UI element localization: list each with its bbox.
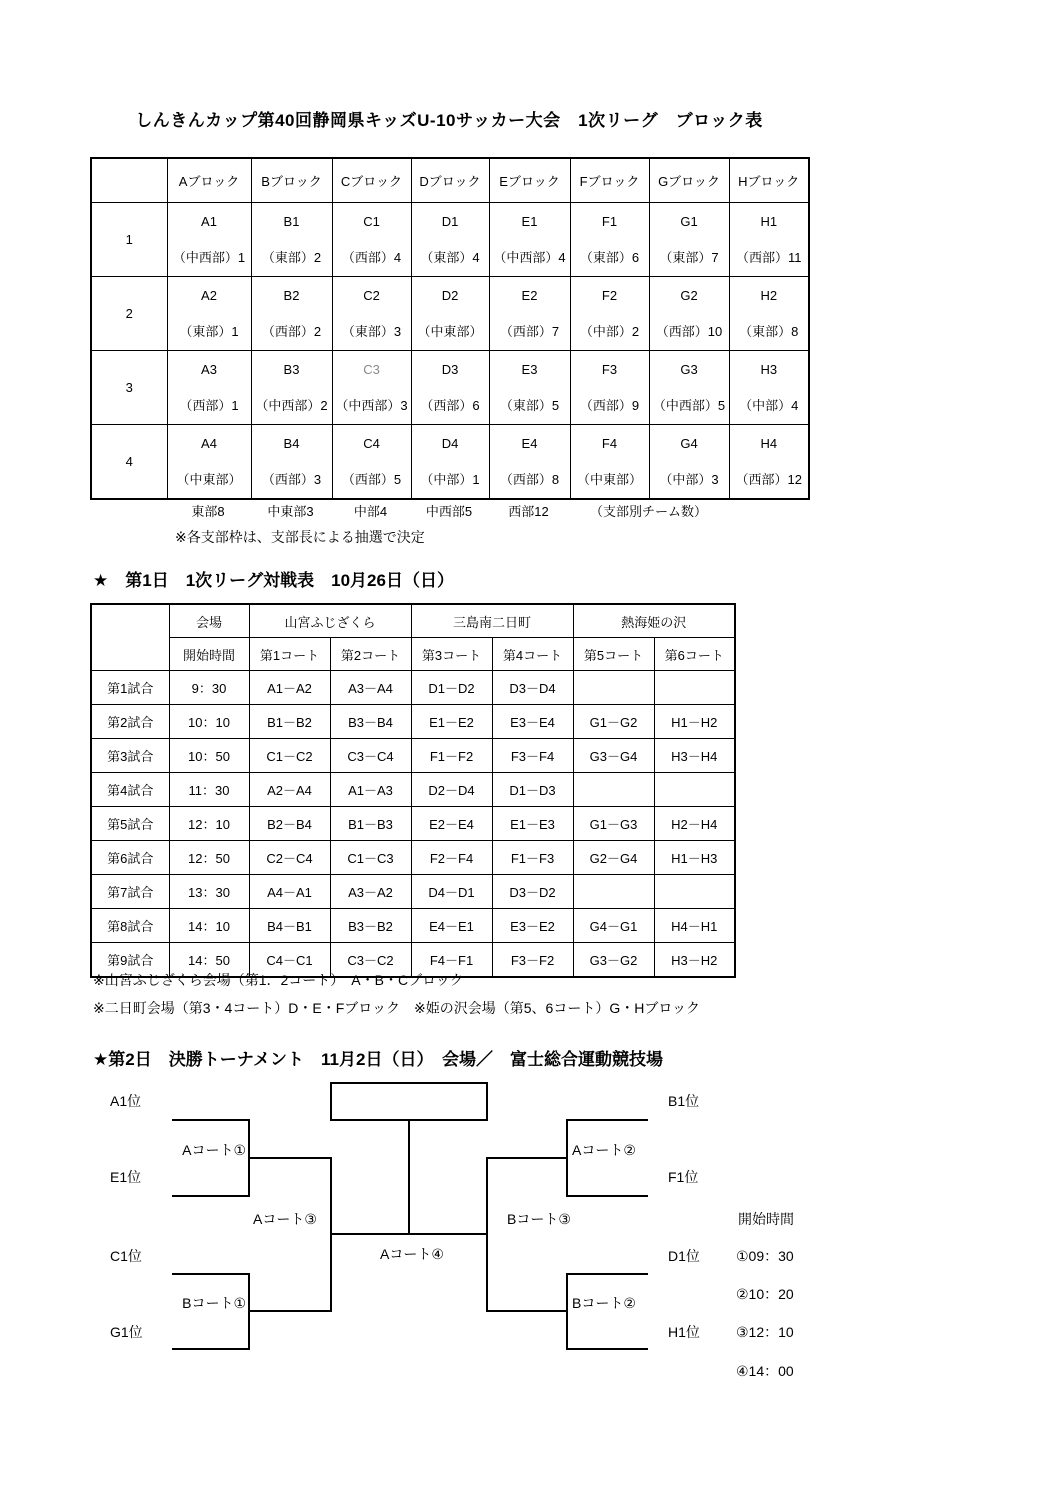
match-cell: D1－D3 xyxy=(492,773,573,807)
court-header-6: 第6コート xyxy=(654,638,735,671)
team-branch: （中部）1 xyxy=(420,472,480,487)
team-branch: （西部）1 xyxy=(179,398,239,413)
count-chuseibu: 中西部5 xyxy=(425,504,473,519)
team-counts-row xyxy=(90,501,728,520)
match-row-6 xyxy=(91,841,735,875)
match-cell: G2－G4 xyxy=(573,841,654,875)
match-cell: B3－B2 xyxy=(330,909,411,943)
match-cell: B1－B3 xyxy=(330,807,411,841)
match-cell: F3－F4 xyxy=(492,739,573,773)
block-cell xyxy=(570,425,649,500)
block-note: ※各支部枠は、支部長による抽選で決定 xyxy=(175,529,425,545)
block-header-g: Gブロック xyxy=(649,158,729,203)
match-label-sf2: Bコート③ xyxy=(507,1211,571,1227)
match-cell: H4－H1 xyxy=(654,909,735,943)
block-cell xyxy=(411,277,489,351)
match-row-label: 第7試合 xyxy=(91,875,169,909)
match-row-label: 第8試合 xyxy=(91,909,169,943)
match-cell xyxy=(654,671,735,705)
match-row-4 xyxy=(91,773,735,807)
match-cell: E3－E4 xyxy=(492,705,573,739)
bracket-line-seed-c1 xyxy=(172,1273,250,1275)
team-code: B4 xyxy=(283,436,300,451)
bracket-line-seed-e1 xyxy=(172,1195,250,1197)
court-header-3: 第3コート xyxy=(411,638,492,671)
match-cell: G1－G2 xyxy=(573,705,654,739)
team-branch: （東部）8 xyxy=(739,324,799,339)
start-time-4: ④14：00 xyxy=(736,1363,794,1379)
team-branch: （東部）2 xyxy=(261,250,322,265)
match-row-1 xyxy=(91,671,735,705)
seed-a1: A1位 xyxy=(110,1093,142,1109)
venue-atami: 熱海姫の沢 xyxy=(573,604,735,638)
bracket-line-qf4-out xyxy=(488,1310,566,1312)
team-branch: （西部）7 xyxy=(499,324,560,339)
time-header: 開始時間 xyxy=(169,638,249,671)
match-cell: B3－B4 xyxy=(330,705,411,739)
match-label-qf2: Aコート② xyxy=(572,1142,636,1158)
court-header-4: 第4コート xyxy=(492,638,573,671)
block-row-4 xyxy=(91,425,809,500)
block-header-b: Bブロック xyxy=(251,158,332,203)
team-code: G3 xyxy=(680,362,698,377)
block-cell xyxy=(570,277,649,351)
team-branch: （東部）6 xyxy=(579,250,640,265)
block-corner-cell xyxy=(91,158,167,203)
match-cell: B2－B4 xyxy=(249,807,330,841)
team-branch: （中東部） xyxy=(417,324,483,339)
block-cell xyxy=(332,277,411,351)
match-cell: F1－F3 xyxy=(492,841,573,875)
venue-header: 会場 xyxy=(169,604,249,638)
bracket-line-final-stem xyxy=(408,1121,410,1235)
match-cell: C2－C4 xyxy=(249,841,330,875)
match-cell xyxy=(573,875,654,909)
court-header-5: 第5コート xyxy=(573,638,654,671)
match-cell: B1－B2 xyxy=(249,705,330,739)
block-cell xyxy=(729,351,809,425)
team-code: A1 xyxy=(201,214,217,229)
match-label-qf3: Bコート① xyxy=(182,1295,246,1311)
team-branch: （西部）4 xyxy=(341,250,402,265)
team-branch: （西部）5 xyxy=(341,472,402,487)
block-cell xyxy=(251,425,332,500)
match-time: 14：50 xyxy=(169,943,249,978)
match-cell: E3－E2 xyxy=(492,909,573,943)
block-cell xyxy=(729,277,809,351)
match-time: 14：10 xyxy=(169,909,249,943)
team-code: F4 xyxy=(601,436,618,451)
block-cell xyxy=(251,203,332,277)
block-cell xyxy=(570,351,649,425)
match-cell: C3－C4 xyxy=(330,739,411,773)
knockout-bracket xyxy=(0,1060,1058,1497)
team-branch: （西部）2 xyxy=(261,324,322,339)
bracket-line-sf-left xyxy=(330,1157,332,1312)
team-branch: （東部）5 xyxy=(499,398,560,413)
block-header-row xyxy=(91,158,809,203)
block-row-2 xyxy=(91,277,809,351)
match-cell: H3－H2 xyxy=(654,943,735,978)
block-header-a: Aブロック xyxy=(167,158,251,203)
team-branch: （中西部）5 xyxy=(652,398,726,413)
team-code: H2 xyxy=(760,288,778,303)
start-time-3: ③12：10 xyxy=(736,1324,794,1340)
start-time-1: ①09：30 xyxy=(736,1248,794,1264)
seed-g1: G1位 xyxy=(110,1324,143,1340)
block-cell xyxy=(489,277,570,351)
match-row-label: 第9試合 xyxy=(91,943,169,978)
match-cell xyxy=(654,875,735,909)
round-number: 3 xyxy=(91,351,167,425)
block-cell xyxy=(570,203,649,277)
block-header-d: Dブロック xyxy=(411,158,489,203)
bracket-line-seed-a1 xyxy=(172,1119,250,1121)
match-cell: F4－F1 xyxy=(411,943,492,978)
block-cell xyxy=(729,425,809,500)
team-branch: （東部）7 xyxy=(659,250,719,265)
counts-caption: （支部別チーム数） xyxy=(589,504,707,519)
block-cell xyxy=(411,351,489,425)
match-time: 10：10 xyxy=(169,705,249,739)
match-cell xyxy=(573,773,654,807)
day2-heading: ★第2日 決勝トーナメント 11月2日（日） 会場／ 富士総合運動競技場 xyxy=(93,1050,663,1069)
round-number: 2 xyxy=(91,277,167,351)
match-row-8 xyxy=(91,909,735,943)
match-cell: G3－G2 xyxy=(573,943,654,978)
day1-heading: ★ 第1日 1次リーグ対戦表 10月26日（日） xyxy=(93,571,454,590)
champion-box xyxy=(330,1082,488,1121)
bracket-line-qf2 xyxy=(566,1119,568,1197)
block-cell xyxy=(649,425,729,500)
match-label-qf1: Aコート① xyxy=(182,1142,246,1158)
page-title: しんきんカップ第40回静岡県キッズU-10サッカー大会 1次リーグ ブロック表 xyxy=(135,111,763,130)
match-cell: D4－D1 xyxy=(411,875,492,909)
team-code: G1 xyxy=(680,214,698,229)
team-code: E2 xyxy=(521,288,538,303)
block-header-c: Cブロック xyxy=(332,158,411,203)
block-cell xyxy=(411,425,489,500)
team-code: H3 xyxy=(760,362,778,377)
round-number: 1 xyxy=(91,203,167,277)
team-code: A2 xyxy=(201,288,217,303)
match-row-label: 第1試合 xyxy=(91,671,169,705)
match-time: 13：30 xyxy=(169,875,249,909)
team-code: E4 xyxy=(521,436,538,451)
match-cell: E4－E1 xyxy=(411,909,492,943)
team-branch: （西部）3 xyxy=(261,472,322,487)
match-row-label: 第6試合 xyxy=(91,841,169,875)
block-row-3 xyxy=(91,351,809,425)
match-cell: A2－A4 xyxy=(249,773,330,807)
match-row-2 xyxy=(91,705,735,739)
team-branch: （西部）9 xyxy=(579,398,640,413)
block-cell xyxy=(649,203,729,277)
match-row-5 xyxy=(91,807,735,841)
count-chubu: 中部4 xyxy=(353,504,388,519)
match-time: 11：30 xyxy=(169,773,249,807)
match-time: 12：10 xyxy=(169,807,249,841)
match-cell: A3－A2 xyxy=(330,875,411,909)
day1-note-2: ※二日町会場（第3・4コート）D・E・Fブロック ※姫の沢会場（第5、6コート）G・Hブロック xyxy=(93,1000,701,1016)
seed-e1: E1位 xyxy=(110,1169,142,1185)
team-code: B1 xyxy=(283,214,300,229)
block-cell xyxy=(332,425,411,500)
block-cell xyxy=(411,203,489,277)
team-code: B2 xyxy=(283,288,300,303)
match-cell: F1－F2 xyxy=(411,739,492,773)
match-row-label: 第5試合 xyxy=(91,807,169,841)
seed-d1: D1位 xyxy=(668,1248,700,1264)
match-cell xyxy=(573,671,654,705)
block-cell xyxy=(489,203,570,277)
count-chutobu: 中東部3 xyxy=(267,504,314,519)
round-number: 4 xyxy=(91,425,167,500)
match-time: 9：30 xyxy=(169,671,249,705)
match-cell: C1－C3 xyxy=(330,841,411,875)
team-branch: （中部）3 xyxy=(659,472,719,487)
team-code: E1 xyxy=(521,214,538,229)
seed-h1: H1位 xyxy=(668,1324,700,1340)
court-header-2: 第2コート xyxy=(330,638,411,671)
bracket-line-qf2-out xyxy=(488,1157,566,1159)
match-cell: H1－H2 xyxy=(654,705,735,739)
court-header-1: 第1コート xyxy=(249,638,330,671)
match-cell: B4－B1 xyxy=(249,909,330,943)
team-branch: （西部）10 xyxy=(655,324,723,339)
count-seibu: 西部12 xyxy=(508,504,549,519)
team-code: D1 xyxy=(441,214,459,229)
team-code: G2 xyxy=(680,288,698,303)
bracket-line-seed-f1 xyxy=(568,1195,648,1197)
seed-c1: C1位 xyxy=(110,1248,142,1264)
team-branch: （西部）11 xyxy=(736,250,802,265)
team-code: B3 xyxy=(283,362,300,377)
team-branch: （中西部）2 xyxy=(255,398,328,413)
team-code: D2 xyxy=(441,288,459,303)
match-cell: D3－D4 xyxy=(492,671,573,705)
match-row-3 xyxy=(91,739,735,773)
block-cell xyxy=(251,277,332,351)
block-cell xyxy=(649,277,729,351)
team-code: C4 xyxy=(363,436,380,451)
match-cell: G1－G3 xyxy=(573,807,654,841)
match-time: 10：50 xyxy=(169,739,249,773)
venue-mishima: 三島南二日町 xyxy=(411,604,573,638)
match-label-sf1: Aコート③ xyxy=(253,1211,317,1227)
match-label-qf4: Bコート② xyxy=(572,1295,636,1311)
block-cell xyxy=(167,203,251,277)
block-cell xyxy=(332,351,411,425)
team-branch: （東部）4 xyxy=(420,250,480,265)
venue-header-row xyxy=(91,604,735,638)
team-code: C2 xyxy=(363,288,380,303)
block-cell xyxy=(489,425,570,500)
match-cell: D2－D4 xyxy=(411,773,492,807)
day1-note-1: ※山宮ふじざくら会場（第1．2コート） A・B・Cブロック xyxy=(93,972,464,988)
team-branch: （中東部） xyxy=(576,472,642,487)
team-code: A4 xyxy=(201,436,217,451)
bracket-line-seed-d1 xyxy=(568,1273,648,1275)
bracket-line-seed-g1 xyxy=(172,1348,250,1350)
bracket-line-final xyxy=(330,1233,488,1235)
team-branch: （東部）1 xyxy=(179,324,239,339)
team-code: E3 xyxy=(521,362,538,377)
match-cell: G3－G4 xyxy=(573,739,654,773)
spacer xyxy=(90,501,166,520)
schedule-table xyxy=(90,603,736,978)
match-cell: E2－E4 xyxy=(411,807,492,841)
match-cell: C4－C1 xyxy=(249,943,330,978)
match-cell: H1－H3 xyxy=(654,841,735,875)
block-cell xyxy=(649,351,729,425)
team-branch: （中東部） xyxy=(176,472,242,487)
team-branch: （西部）6 xyxy=(420,398,480,413)
match-cell: F3－F2 xyxy=(492,943,573,978)
match-row-label: 第4試合 xyxy=(91,773,169,807)
block-table xyxy=(90,157,810,500)
match-cell: E1－E3 xyxy=(492,807,573,841)
match-cell: C3－C2 xyxy=(330,943,411,978)
match-cell: H3－H4 xyxy=(654,739,735,773)
team-branch: （西部）12 xyxy=(735,472,802,487)
block-header-h: Hブロック xyxy=(729,158,809,203)
team-branch: （西部）8 xyxy=(499,472,560,487)
team-code: H4 xyxy=(760,436,778,451)
team-code: H1 xyxy=(760,214,778,229)
team-branch: （中西部）1 xyxy=(172,250,246,265)
seed-b1: B1位 xyxy=(668,1093,700,1109)
team-branch: （東部）3 xyxy=(341,324,402,339)
match-cell: D1－D2 xyxy=(411,671,492,705)
block-cell xyxy=(167,425,251,500)
match-row-label: 第2試合 xyxy=(91,705,169,739)
match-label-final: Aコート④ xyxy=(380,1246,444,1262)
match-cell: E1－E2 xyxy=(411,705,492,739)
team-code: D3 xyxy=(441,362,459,377)
court-header-row xyxy=(91,638,735,671)
bracket-line-qf1-out xyxy=(250,1157,330,1159)
team-code: C1 xyxy=(363,214,380,229)
block-cell xyxy=(489,351,570,425)
match-time: 12：50 xyxy=(169,841,249,875)
bracket-line-seed-h1 xyxy=(568,1348,648,1350)
team-code: F2 xyxy=(601,288,618,303)
match-row-7 xyxy=(91,875,735,909)
team-code: F3 xyxy=(601,362,618,377)
match-cell: D3－D2 xyxy=(492,875,573,909)
match-cell: A1－A2 xyxy=(249,671,330,705)
match-cell xyxy=(654,773,735,807)
block-header-e: Eブロック xyxy=(489,158,570,203)
block-row-1 xyxy=(91,203,809,277)
team-branch: （中西部）3 xyxy=(335,398,408,413)
team-code: D4 xyxy=(441,436,459,451)
match-cell: A3－A4 xyxy=(330,671,411,705)
team-code: G4 xyxy=(680,436,698,451)
bracket-line-sf-right xyxy=(486,1157,488,1312)
team-branch: （中部）4 xyxy=(739,398,799,413)
start-times-header: 開始時間 xyxy=(738,1211,794,1227)
start-time-2: ②10：20 xyxy=(736,1286,794,1302)
block-cell xyxy=(729,203,809,277)
match-cell: A1－A3 xyxy=(330,773,411,807)
team-code: F1 xyxy=(601,214,618,229)
block-cell xyxy=(332,203,411,277)
match-cell: A4－A1 xyxy=(249,875,330,909)
seed-f1: F1位 xyxy=(668,1169,699,1185)
block-cell xyxy=(167,351,251,425)
count-tobu: 東部8 xyxy=(191,504,225,519)
match-cell: F2－F4 xyxy=(411,841,492,875)
block-cell xyxy=(251,351,332,425)
bracket-line-seed-b1 xyxy=(568,1119,648,1121)
match-cell: H2－H4 xyxy=(654,807,735,841)
team-code: A3 xyxy=(201,362,217,377)
bracket-line-qf3-out xyxy=(250,1310,330,1312)
block-cell xyxy=(167,277,251,351)
venue-yamamiya: 山宮ふじざくら xyxy=(249,604,411,638)
bracket-line-qf4 xyxy=(566,1273,568,1350)
team-branch: （中西部）4 xyxy=(493,250,566,265)
schedule-corner-cell xyxy=(91,604,169,671)
match-cell: C1－C2 xyxy=(249,739,330,773)
team-code: C3 xyxy=(363,362,380,377)
match-row-label: 第3試合 xyxy=(91,739,169,773)
block-header-f: Fブロック xyxy=(570,158,649,203)
match-cell: G4－G1 xyxy=(573,909,654,943)
team-branch: （中部）2 xyxy=(579,324,640,339)
